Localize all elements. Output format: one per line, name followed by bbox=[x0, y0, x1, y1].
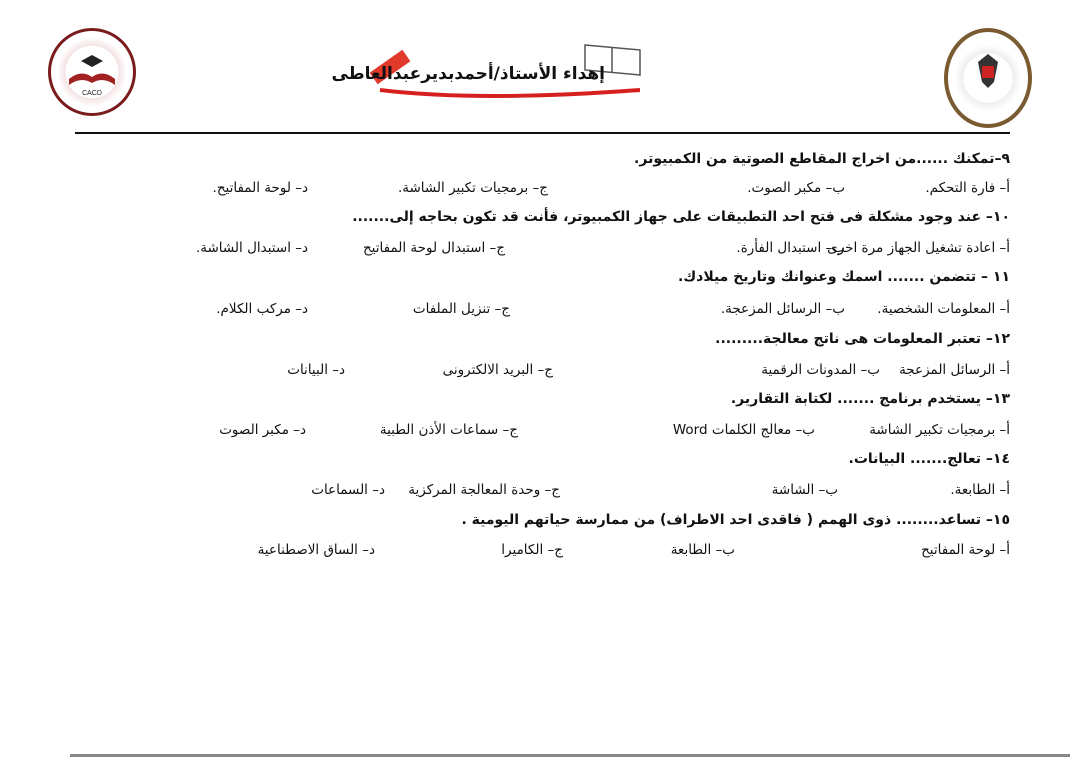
option-d: د– مركب الكلام. bbox=[216, 301, 308, 317]
option-c: ج– البريد الالكترونى bbox=[442, 362, 553, 378]
ministry-logo bbox=[944, 28, 1032, 128]
header-divider bbox=[75, 132, 1010, 134]
svg-text:CACD: CACD bbox=[82, 90, 102, 97]
book-icon bbox=[51, 31, 133, 113]
option-b: ب– الطابعة bbox=[670, 542, 735, 558]
option-d: د– الساق الاصطناعية bbox=[257, 542, 375, 558]
dedication-banner bbox=[331, 40, 660, 110]
option-d: د– لوحة المفاتيح. bbox=[212, 180, 308, 196]
option-d: د– البيانات bbox=[287, 362, 345, 378]
question-12: ١٢– تعتبر المعلومات هى ناتج معالجة......... bbox=[715, 331, 1010, 347]
option-d: د– استبدال الشاشة. bbox=[195, 240, 308, 256]
option-a: أ– لوحة المفاتيح bbox=[921, 542, 1010, 558]
option-c: ج– الكاميرا bbox=[501, 542, 563, 558]
option-d: د– السماعات bbox=[311, 482, 385, 498]
option-b: ب– مكبر الصوت. bbox=[747, 180, 845, 196]
option-b: ب– المدونات الرقمية bbox=[761, 362, 880, 378]
eagle-icon bbox=[948, 32, 1028, 124]
option-a: أ– اعادة تشغيل الجهاز مرة اخرى bbox=[827, 240, 1010, 256]
option-d: د– مكبر الصوت bbox=[219, 422, 306, 438]
option-a: أ– الطابعة. bbox=[950, 482, 1010, 498]
option-a: أ– المعلومات الشخصية. bbox=[877, 301, 1010, 317]
option-c: ج– استبدال لوحة المفاتيح bbox=[362, 240, 505, 256]
question-15: ١٥– تساعد........ ذوى الهمم ( فاقدى احد الاطراف) من ممارسة حياتهم اليومية . bbox=[461, 512, 1010, 528]
option-a: أ– برمجيات تكبير الشاشة bbox=[869, 422, 1010, 438]
footer-divider bbox=[70, 754, 1070, 757]
dedication-text: إهداء الأستاذ/أحمدبديرعبدالعاطى bbox=[331, 64, 605, 84]
question-9: ٩–تمكنك ......من اخراج المقاطع الصوتية من الكمبيوتر. bbox=[634, 151, 1010, 167]
option-c: ج– سماعات الأذن الطبية bbox=[379, 422, 518, 438]
option-b: ب– استبدال الفأرة. bbox=[736, 240, 845, 256]
question-11: ١١ – تتضمن ....... اسمك وعنوانك وتاريخ ميلادك. bbox=[678, 269, 1010, 285]
cacd-logo bbox=[48, 28, 136, 116]
option-b: ب– الشاشة bbox=[771, 482, 838, 498]
option-c: ج– تنزيل الملفات bbox=[412, 301, 510, 317]
question-13: ١٣– يستخدم برنامج ....... لكتابة التقارير. bbox=[730, 391, 1010, 407]
option-a: أ– الرسائل المزعجة bbox=[899, 362, 1010, 378]
question-14: ١٤– تعالج....... البيانات. bbox=[848, 451, 1010, 467]
option-b: ب– الرسائل المزعجة. bbox=[720, 301, 845, 317]
option-c: ج– وحدة المعالجة المركزية bbox=[408, 482, 560, 498]
option-b: ب– معالج الكلمات Word bbox=[672, 422, 815, 438]
option-c: ج– برمجيات تكبير الشاشة. bbox=[397, 180, 548, 196]
question-10: ١٠– عند وجود مشكلة فى فتح احد التطبيقات على جهاز الكمبيوتر، فأنت قد تكون بحاجه إلى....... bbox=[352, 209, 1010, 225]
option-a: أ– فارة التحكم. bbox=[925, 180, 1010, 196]
